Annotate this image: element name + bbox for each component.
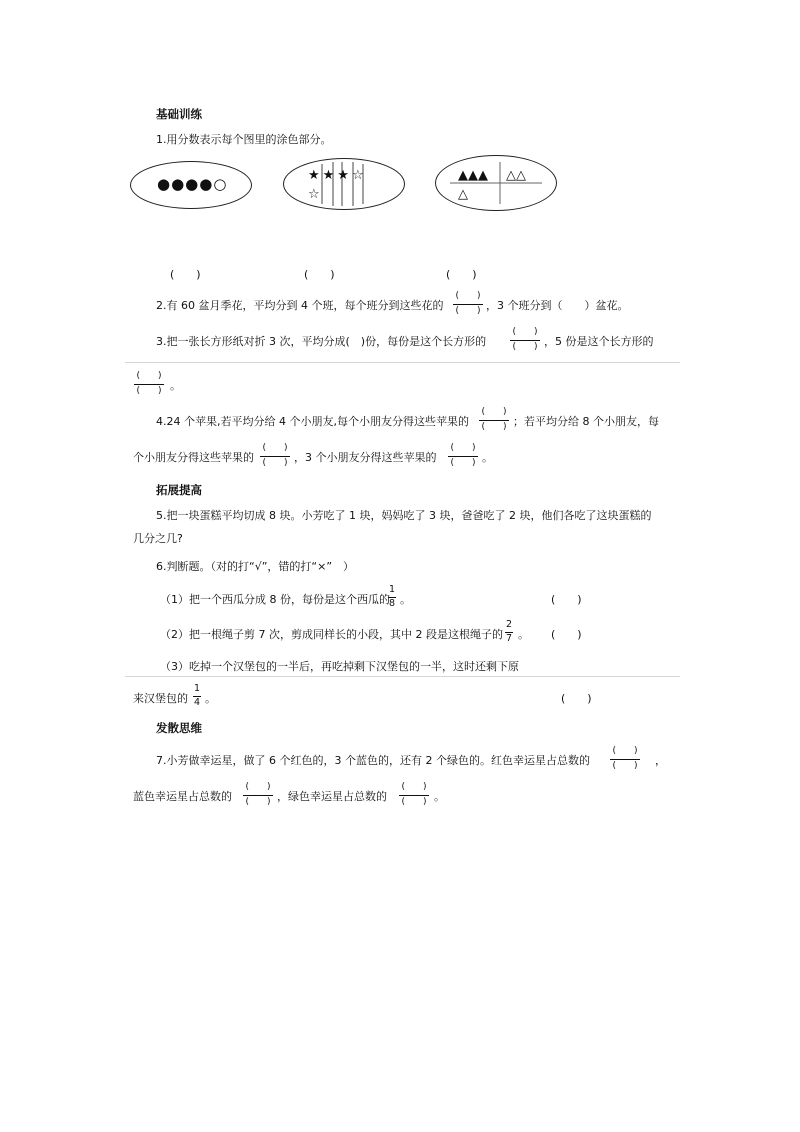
section-title-extend: 拓展提高 bbox=[156, 483, 202, 497]
denominator: 4 bbox=[193, 697, 201, 708]
fraction-two-sevenths bbox=[504, 620, 514, 646]
denominator: 8 bbox=[388, 598, 396, 609]
judge-item-1-text: （1）把一个西瓜分成 8 份，每份是这个西瓜的 bbox=[160, 593, 390, 606]
fraction-blank-q3-a[interactable] bbox=[508, 327, 542, 355]
fraction-blank-q4-a[interactable] bbox=[477, 407, 511, 435]
numerator-blank: ( ) bbox=[512, 327, 538, 337]
judge-item-1-answer[interactable]: ( ) bbox=[551, 593, 582, 606]
figure-1-circles: ●●●●○ bbox=[157, 175, 228, 193]
judge-item-2-text: （2）把一根绳子剪 7 次，剪成同样长的小段，其中 2 段是这根绳子的 bbox=[160, 628, 503, 641]
figure-1-oval bbox=[130, 161, 252, 209]
numerator-blank: ( ) bbox=[481, 407, 507, 417]
numerator-blank: ( ) bbox=[136, 371, 162, 381]
denominator-blank: ( ) bbox=[455, 306, 481, 316]
question-3-text-a: 3.把一张长方形纸对折 3 次，平均分成( )份，每份是这个长方形的 bbox=[156, 335, 487, 348]
question-4-text-a: 4.24 个苹果,若平均分给 4 个小朋友,每个小朋友分得这些苹果的 bbox=[156, 415, 469, 428]
judge-item-3-end: 。 bbox=[205, 692, 216, 705]
question-7-text-d: ，绿色幸运星占总数的 bbox=[277, 790, 387, 803]
judge-item-2-end: 。 bbox=[518, 628, 529, 641]
numerator: 1 bbox=[193, 683, 201, 694]
figure-2-stars-row-1: ★★★☆ bbox=[308, 168, 367, 183]
denominator-blank: ( ) bbox=[262, 458, 288, 468]
figure-3-empty-triangles: △△ bbox=[506, 168, 526, 183]
question-5-line-1: 5.把一块蛋糕平均切成 8 块。小芳吃了 1 块，妈妈吃了 3 块，爸爸吃了 2 块，他们各吃了这块蛋糕的 bbox=[156, 509, 652, 522]
question-4-text-d: ，3 个小朋友分得这些苹果的 bbox=[294, 451, 437, 464]
question-3-text-c: 。 bbox=[170, 379, 181, 392]
question-4-text-e: 。 bbox=[482, 451, 493, 464]
denominator-blank: ( ) bbox=[612, 761, 638, 771]
denominator-blank: ( ) bbox=[401, 797, 427, 807]
numerator-blank: ( ) bbox=[401, 782, 427, 792]
denominator: 7 bbox=[505, 633, 513, 644]
denominator-blank: ( ) bbox=[512, 342, 538, 352]
numerator-blank: ( ) bbox=[262, 443, 288, 453]
fraction-blank-q3-b[interactable] bbox=[132, 371, 166, 399]
figure-3-filled-triangles: ▲▲▲ bbox=[458, 168, 488, 183]
numerator-blank: ( ) bbox=[455, 291, 481, 301]
question-7-text-c: 蓝色幸运星占总数的 bbox=[133, 790, 232, 803]
fraction-one-eighth bbox=[387, 585, 397, 611]
denominator-blank: ( ) bbox=[481, 422, 507, 432]
denominator-blank: ( ) bbox=[136, 386, 162, 396]
judge-item-3-text: （3）吃掉一个汉堡包的一半后，再吃掉剩下汉堡包的一半，这时还剩下原 bbox=[160, 660, 519, 673]
fraction-blank-q7-b[interactable] bbox=[241, 782, 275, 810]
fraction-one-quarter bbox=[192, 684, 202, 710]
numerator-blank: ( ) bbox=[245, 782, 271, 792]
judge-item-3-text-cont: 来汉堡包的 bbox=[133, 692, 188, 705]
question-4-text-c: 个小朋友分得这些苹果的 bbox=[133, 451, 254, 464]
numerator-blank: ( ) bbox=[612, 746, 638, 756]
fraction-blank-q7-a[interactable] bbox=[608, 746, 642, 774]
fraction-blank-q4-c[interactable] bbox=[446, 443, 480, 471]
numerator: 1 bbox=[388, 584, 396, 595]
judge-item-3-answer[interactable]: ( ) bbox=[561, 692, 592, 705]
figure-2-stars-row-2: ☆ bbox=[308, 187, 320, 202]
figure-3-grid-lines bbox=[436, 156, 556, 210]
denominator-blank: ( ) bbox=[245, 797, 271, 807]
question-6-text: 6.判断题。（对的打“√”，错的打“×” ） bbox=[156, 560, 355, 573]
fraction-blank-q4-b[interactable] bbox=[258, 443, 292, 471]
page-divider-1 bbox=[125, 362, 680, 363]
answer-blank-3[interactable]: ( ) bbox=[446, 268, 477, 281]
question-4-text-b: ；若平均分给 8 个小朋友，每 bbox=[513, 415, 659, 428]
question-2-text-a: 2.有 60 盆月季花，平均分到 4 个班，每个班分到这些花的 bbox=[156, 299, 444, 312]
question-7-text-a: 7.小芳做幸运星，做了 6 个红色的，3 个蓝色的，还有 2 个绿色的。红色幸运星占总数的 bbox=[156, 754, 590, 767]
numerator-blank: ( ) bbox=[450, 443, 476, 453]
judge-item-1-end: 。 bbox=[400, 593, 411, 606]
figure-3-oval bbox=[435, 155, 557, 211]
fraction-blank-q7-c[interactable] bbox=[397, 782, 431, 810]
question-7-text-e: 。 bbox=[434, 790, 445, 803]
numerator: 2 bbox=[505, 619, 513, 630]
question-3-text-b: ，5 份是这个长方形的 bbox=[544, 335, 654, 348]
section-title-diverge: 发散思维 bbox=[156, 721, 202, 735]
question-7-text-b: ， bbox=[655, 754, 666, 767]
section-title-basic: 基础训练 bbox=[156, 107, 202, 121]
answer-blank-2[interactable]: ( ) bbox=[304, 268, 335, 281]
question-5-line-2: 几分之几? bbox=[133, 532, 183, 545]
fraction-blank-q2[interactable] bbox=[451, 291, 485, 319]
figure-2-oval bbox=[283, 158, 405, 210]
denominator-blank: ( ) bbox=[450, 458, 476, 468]
figure-3-empty-triangle-row-2: △ bbox=[458, 187, 468, 202]
figure-2-grid-lines bbox=[284, 159, 404, 209]
page-divider-2 bbox=[125, 676, 680, 677]
judge-item-2-answer[interactable]: ( ) bbox=[551, 628, 582, 641]
answer-blank-1[interactable]: ( ) bbox=[170, 268, 201, 281]
question-2-text-b: ，3 个班分到（ ）盆花。 bbox=[486, 299, 629, 312]
question-1-text: 1.用分数表示每个图里的涂色部分。 bbox=[156, 133, 332, 146]
